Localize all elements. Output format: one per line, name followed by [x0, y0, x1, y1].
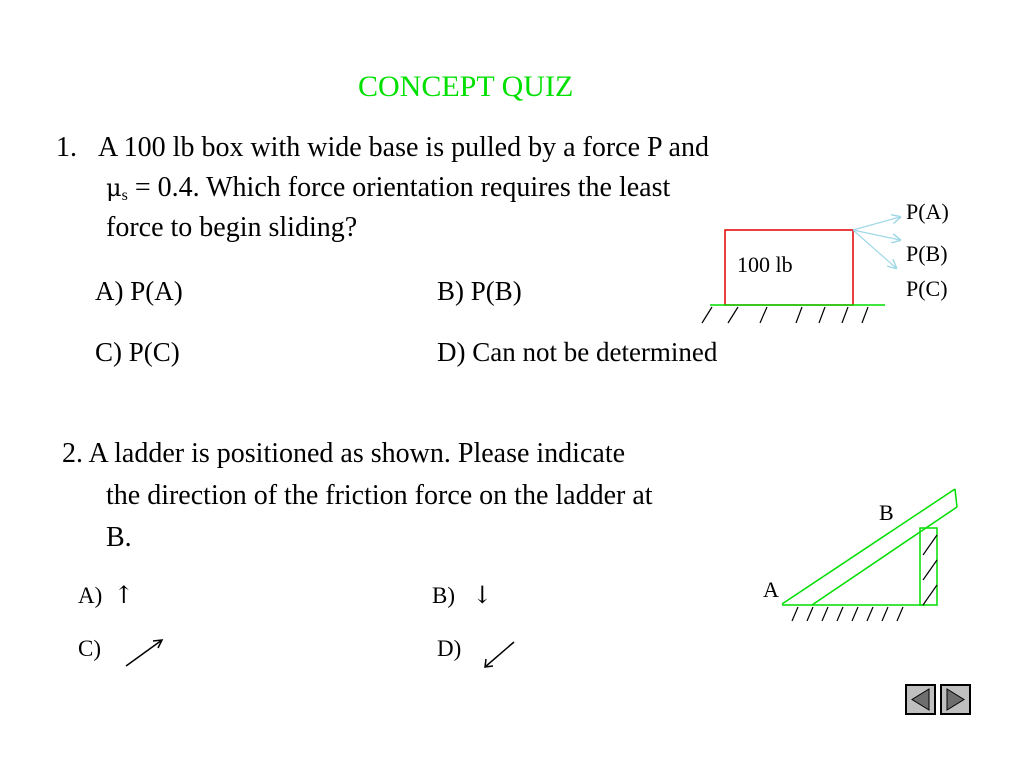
mu-subscript: s [121, 187, 128, 204]
arrow-down-left-icon[interactable] [480, 638, 520, 672]
point-a-label: A [763, 577, 779, 602]
q1-option-d[interactable]: D) Can not be determined [437, 337, 718, 367]
q1-text-line1 [56, 128, 709, 168]
ladder-diagram [770, 480, 970, 630]
q2-option-b[interactable] [432, 581, 492, 609]
mu-symbol: μ [106, 174, 122, 202]
arrow-up-right-icon[interactable] [122, 634, 168, 670]
arrow-up-icon: ↑ [113, 581, 134, 609]
q1-line2-text: = 0.4. Which force orientation requires the least [127, 172, 671, 203]
q2-option-d-label: D) [437, 636, 462, 661]
wall-hatching [923, 535, 937, 605]
ground-hatching [702, 307, 868, 323]
q1-number: 1. [56, 132, 77, 163]
left-triangle-icon [907, 686, 934, 713]
point-b-label: B [879, 500, 894, 525]
q2-text-line2: the direction of the friction force on the ladder at [106, 480, 653, 511]
q1-line1-text: A 100 lb box with wide base is pulled by a force P and [98, 132, 709, 163]
arrow-down-icon: ↓ [472, 581, 493, 609]
force-label-a: P(A) [906, 199, 949, 224]
force-arrows [853, 217, 900, 268]
q1-option-c[interactable]: C) P(C) [95, 337, 180, 367]
q1-text-line3: force to begin sliding? [106, 212, 358, 243]
force-arrow-b [853, 230, 900, 240]
right-triangle-icon [942, 686, 969, 713]
next-slide-button[interactable] [940, 684, 971, 715]
q1-option-b[interactable]: B) P(B) [437, 276, 522, 306]
q2-option-d[interactable] [437, 636, 461, 662]
q2-text-line3: B. [106, 522, 132, 553]
force-label-b: P(B) [906, 241, 948, 266]
ladder [782, 489, 957, 605]
force-arrow-c [853, 230, 896, 268]
force-label-c: P(C) [906, 276, 948, 301]
previous-slide-button[interactable] [905, 684, 936, 715]
page-title: CONCEPT QUIZ [358, 70, 574, 103]
q2-option-c[interactable] [78, 636, 101, 662]
q2-option-a-label: A) [78, 583, 103, 608]
force-arrow-a [853, 217, 900, 230]
floor-hatching [792, 607, 903, 621]
q1-option-a[interactable]: A) P(A) [95, 276, 183, 306]
q2-option-a[interactable] [78, 581, 134, 609]
q2-option-c-label: C) [78, 636, 101, 661]
q2-text-line1: 2. A ladder is positioned as shown. Please indicate [62, 438, 626, 469]
q2-option-b-label: B) [432, 583, 455, 608]
box-weight-label: 100 lb [737, 252, 793, 277]
